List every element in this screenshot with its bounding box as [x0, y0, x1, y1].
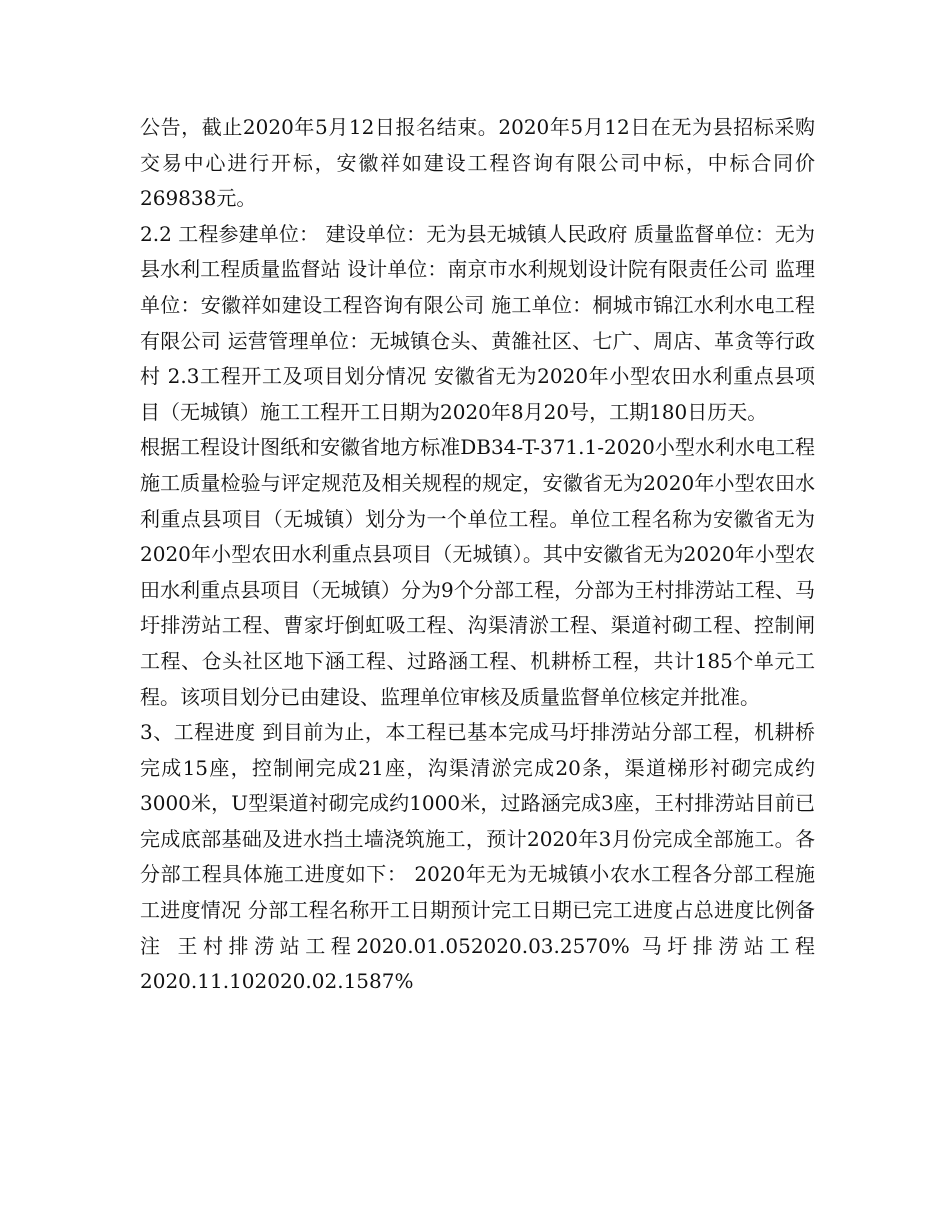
paragraph-tender-result: 公告，截止2020年5月12日报名结束。2020年5月12日在无为县招标采购交易中心进行开标，安徽祥如建设工程咨询有限公司中标，中标合同价269838元。 — [140, 115, 815, 211]
paragraph-progress: 3、工程进度 到目前为止，本工程已基本完成马圩排涝站分部工程，机耕桥完成15座，控制闸完成21座，沟渠清淤完成20条，渠道梯形衬砌完成约3000米，U型渠道衬砌完成约1000米，过路涵完成3座，王村排涝站目前已完成底部基础及进水挡土墙浇筑施工，预计2020年3月份完成全部施工。各分部工程具体施工进度如下： 2020年无为无城镇小农水工程各分部工程施工进度情况 分部工程名称开工日期预计完工日期已完工进度占总进度比例备注 王村排涝站工程2020.01.052020.03.2570% 马圩排涝站工程2020.11.102020.02.1587% — [140, 720, 815, 994]
document-page — [140, 110, 815, 1000]
paragraph-participants: 2.2 工程参建单位： 建设单位：无为县无城镇人民政府 质量监督单位：无为县水利工程质量监督站 设计单位：南京市水利规划设计院有限责任公司 监理单位：安徽祥如建设工程咨询有限公司 施工单位：桐城市锦江水利水电工程有限公司 运营管理单位：无城镇仓头、黄雒社区、七广、周店、革贪等行政村 2.3工程开工及项目划分情况 安徽省无为2020年小型农田水利重点县项目（无城镇）施工工程开工日期为2020年8月20号，工期180日历天。 — [140, 221, 815, 424]
paragraph-project-division: 根据工程设计图纸和安徽省地方标准DB34-T-371.1-2020小型水利水电工程施工质量检验与评定规范及相关规程的规定，安徽省无为2020年小型农田水利重点县项目（无城镇）划分为一个单位工程。单位工程名称为安徽省无为2020年小型农田水利重点县项目（无城镇）。其中安徽省无为2020年小型农田水利重点县项目（无城镇）分为9个分部工程，分部为王村排涝站工程、马圩排涝站工程、曹家圩倒虹吸工程、沟渠清淤工程、渠道衬砌工程、控制闸工程、仓头社区地下涵工程、过路涵工程、机耕桥工程，共计185个单元工程。该项目划分已由建设、监理单位审核及质量监督单位核定并批准。 — [140, 435, 815, 709]
